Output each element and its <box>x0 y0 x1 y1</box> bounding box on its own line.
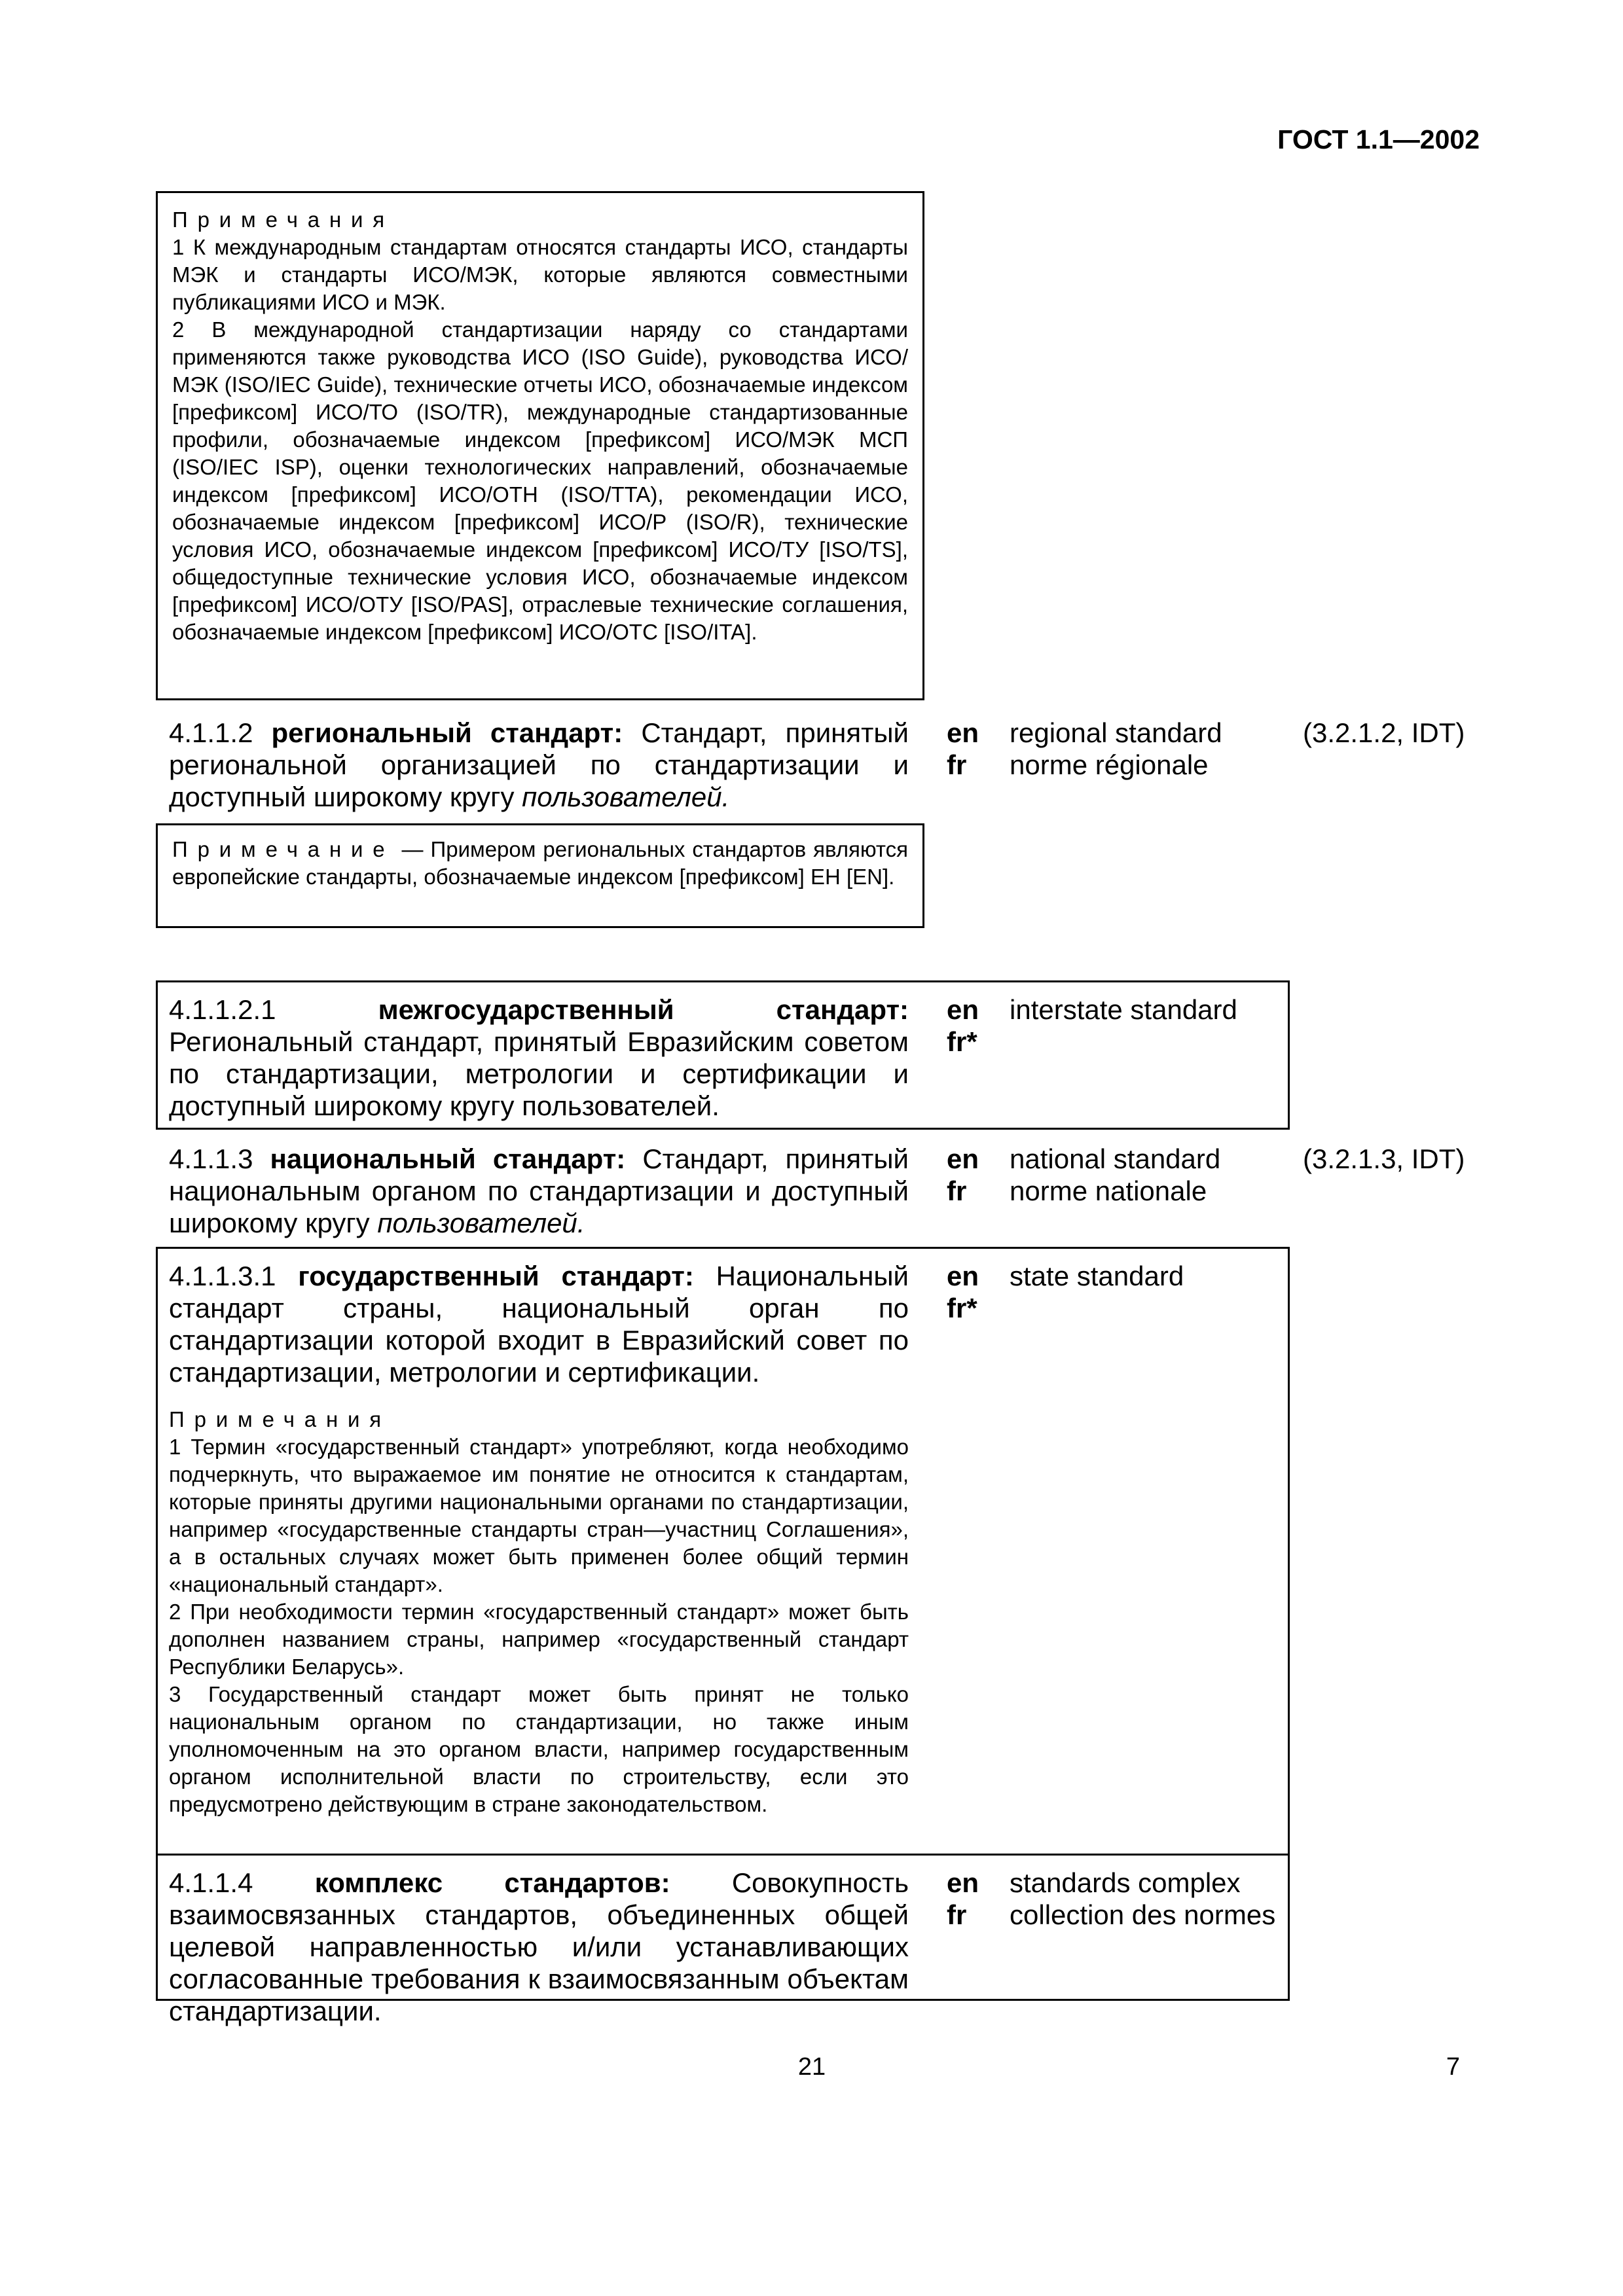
lang-fr: fr <box>947 1175 967 1206</box>
note-item-1: 1 Термин «государственный стандарт» употребляют, когда необходимо подчеркнуть, что выражаемое им понятие не относится к стандартам, которые приняты другими национальными органами по стандартизации, например «государственные стандарты стран—участниц Соглашения», а в остальных случаях может быть применен более общий термин «национальный стандарт». <box>169 1435 909 1596</box>
term-name: национальный стандарт: <box>270 1143 626 1174</box>
term-entry-4113 <box>169 1143 909 1239</box>
equivalent-fr: norme régionale <box>1010 749 1209 780</box>
term-definition: Стандарт, принятый региональной организацией по стандартизации и доступный широкому кругу <box>169 717 909 812</box>
term-entry-4112 <box>169 717 909 813</box>
lang-fr: fr <box>947 749 967 780</box>
lang-en: en <box>947 717 979 748</box>
note-title: Примечание <box>172 837 395 861</box>
term-entry-41131 <box>169 1260 909 1388</box>
term-number: 4.1.1.4 <box>169 1867 253 1898</box>
term-definition-italic: пользователей. <box>522 781 730 812</box>
term-number: 4.1.1.2.1 <box>169 994 276 1025</box>
term-number: 4.1.1.3 <box>169 1143 253 1174</box>
lang-fr: fr* <box>947 1293 977 1323</box>
page-number-center: 21 <box>797 2053 826 2081</box>
note-item-1: 1 К международным стандартам относятся стандарты ИСО, стандарты МЭК и стандарты ИСО/МЭК, которые являются совместными публикациями ИСО и МЭК. <box>172 235 908 314</box>
lang-en: en <box>947 994 979 1025</box>
lang-fr: fr* <box>947 1026 977 1057</box>
divider-line <box>156 1854 1290 1856</box>
equivalent-en: interstate standard <box>1010 994 1237 1025</box>
note-text <box>172 836 908 891</box>
term-number: 4.1.1.2 <box>169 717 253 748</box>
term-name: государственный стандарт: <box>298 1261 694 1291</box>
iso-reference: (3.2.1.2, IDT) <box>1303 717 1465 748</box>
notes-block-state <box>169 1406 909 1818</box>
note-item-3: 3 Государственный стандарт может быть принят не только национальным органом по стандартизации, но также иным уполномоченным на это органом власти, например государственным органом исполнительной власти по строительству, если это предусмотрено действующим в стране законодательством. <box>169 1682 909 1816</box>
equivalent-en: standards complex <box>1010 1867 1241 1898</box>
term-number: 4.1.1.3.1 <box>169 1261 276 1291</box>
note-box-international <box>156 191 924 700</box>
term-name: межгосударственный стандарт: <box>378 994 909 1025</box>
term-definition: Национальный стандарт страны, национальный орган по стандартизации которой входит в Евразийский совет по стандартизации, метрологии и сертификации. <box>169 1261 909 1388</box>
lang-fr: fr <box>947 1899 967 1930</box>
lang-en: en <box>947 1261 979 1291</box>
note-title: Примечания <box>169 1407 392 1431</box>
term-entry-41121 <box>169 994 909 1122</box>
note-box-regional <box>156 823 924 928</box>
equivalent-fr: collection des normes <box>1010 1899 1276 1930</box>
page-number-right: 7 <box>1446 2053 1460 2081</box>
term-definition: Совокупность взаимосвязанных стандартов, объединенных общей целевой направленностью и/или устанавливающих согласованные требования к взаимосвязанным объектам стандартизации. <box>169 1867 909 2026</box>
note-body: — Примером региональных стандартов являются европейские стандарты, обозначаемые индексом [префиксом] ЕН [EN]. <box>172 837 908 889</box>
term-definition-italic: пользователей. <box>377 1208 585 1238</box>
note-item-2: 2 При необходимости термин «государственный стандарт» может быть дополнен названием страны, например «государственный стандарт Республики Беларусь». <box>169 1600 909 1679</box>
term-name: комплекс стандартов: <box>314 1867 670 1898</box>
lang-en: en <box>947 1143 979 1174</box>
note-item-2: 2 В международной стандартизации наряду со стандартами применяются также руководства ИСО (ISO Guide), руководства ИСО/МЭК (ISO/IEC Guide), технические отчеты ИСО, обозначаемые индексом [префиксом] ИСО/ТО (ISO/TR), международные стандартизованные профили, обозначаемые индексом [префиксом] ИСО/МЭК МСП (ISO/IEC ISP), оценки технологических направлений, обозначаемые индексом [префиксом] ИСО/ОТН (ISO/TTA), рекомендации ИСО, обозначаемые индексом [префиксом] ИСО/Р (ISO/R), технические условия ИСО, обозначаемые индексом [префиксом] ИСО/ТУ [ISO/TS], общедоступные технические условия ИСО, обозначаемые индексом [префиксом] ИСО/ОТУ [ISO/PAS], отраслевые технические соглашения, обозначаемые индексом [префиксом] ИСО/ОТС [ISO/ITA]. <box>172 317 908 644</box>
term-definition: Региональный стандарт, принятый Евразийским советом по стандартизации, метрологии и сертификации и доступный широкому кругу пользователей. <box>169 1026 909 1121</box>
term-entry-4114 <box>169 1867 909 2027</box>
term-definition: Стандарт, принятый национальным органом по стандартизации и доступный широкому кругу <box>169 1143 909 1238</box>
equivalent-en: regional standard <box>1010 717 1222 748</box>
document-code: ГОСТ 1.1—2002 <box>1277 124 1480 154</box>
term-name: региональный стандарт: <box>271 717 623 748</box>
iso-reference: (3.2.1.3, IDT) <box>1303 1143 1465 1174</box>
equivalent-en: national standard <box>1010 1143 1221 1174</box>
equivalent-en: state standard <box>1010 1261 1184 1291</box>
note-title: Примечания <box>172 207 395 232</box>
lang-en: en <box>947 1867 979 1898</box>
equivalent-fr: norme nationale <box>1010 1175 1207 1206</box>
